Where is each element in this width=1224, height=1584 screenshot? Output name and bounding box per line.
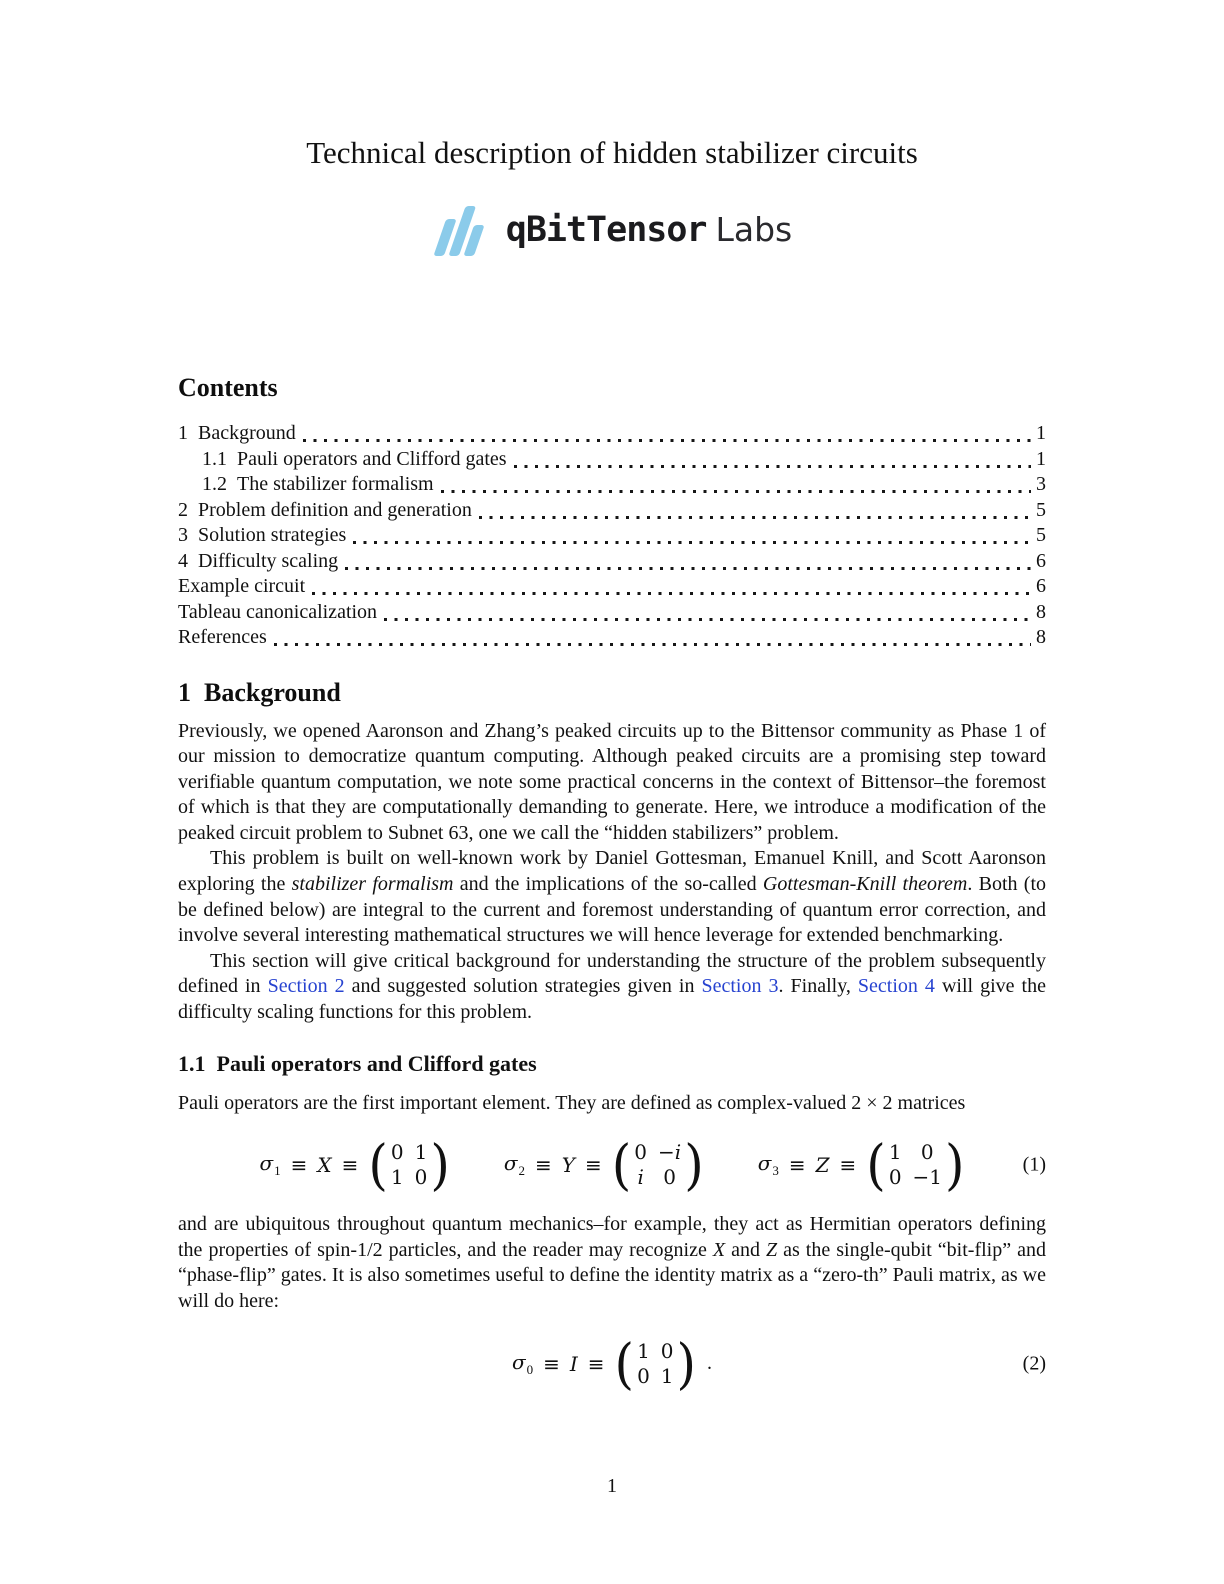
toc-entry-number: 2 xyxy=(178,498,188,521)
matrix xyxy=(866,1133,965,1197)
equiv-symbol: ≡ xyxy=(290,1153,308,1178)
toc-entry-page: 5 xyxy=(1036,524,1046,546)
toc-dotted-leader xyxy=(479,498,1031,524)
toc-entry-page: 6 xyxy=(1036,549,1046,572)
three-slanted-bars-icon xyxy=(432,202,494,258)
text-segment: as the single-qubit “bit-flip” and “phase-flip” gates. It is also sometimes useful to define the identity matrix as a “zero-th” Pauli matrix, as we will do here: xyxy=(178,1238,1046,1312)
paragraph xyxy=(178,1091,1046,1117)
page-number: 1 xyxy=(607,1475,617,1497)
logo-wordmark xyxy=(506,210,792,250)
sigma-symbol: $\sigma_2$ xyxy=(503,1151,526,1179)
toc-dotted-leader xyxy=(353,523,1031,549)
toc-entry[interactable] xyxy=(178,574,1046,600)
matrix xyxy=(368,1133,450,1197)
equation-number: (1) xyxy=(1022,1153,1046,1176)
section-link[interactable]: Section 2 xyxy=(267,975,345,998)
sigma-symbol: $\sigma_1$ xyxy=(259,1151,281,1179)
text-segment: X xyxy=(712,1238,726,1261)
toc-entry[interactable] xyxy=(178,549,1046,575)
toc-dotted-leader xyxy=(441,472,1031,498)
equation-term xyxy=(757,1133,965,1197)
paragraph xyxy=(178,846,1046,948)
section-title: Background xyxy=(204,677,341,707)
matrix-cell: 1 xyxy=(637,1338,650,1363)
left-paren: ( xyxy=(368,1133,388,1197)
text-segment: Gottesman-Knill theorem xyxy=(762,873,968,896)
toc-entry-page: 6 xyxy=(1036,575,1046,597)
operator-variable: X xyxy=(317,1153,332,1178)
text-segment: and xyxy=(725,1238,766,1261)
right-paren: ) xyxy=(684,1133,704,1197)
text-segment: Previously, we opened Aaronson and Zhang’s peaked circuits up to the Bittensor community as Phase 1 of our mission to democratize quantum computing. Although peaked circuits are a promising step toward verifiable quantum computation, we note some practical concerns in the context of Bittensor–the foremost of which is that they are computationally demanding to generate. Here, we introduce a modification of the peaked circuit problem to Subnet 63, one we call the “hidden stabilizers” problem. xyxy=(178,719,1046,844)
equation-trailing-punctuation: . xyxy=(707,1352,713,1375)
text-segment: . Both (to be defined below) are integral to the current and foremost understanding of quantum error correction, and involve several interesting mathematical structures we will hence leverage for extended benchmarking. xyxy=(178,873,1046,947)
toc-entry-number: 1.2 xyxy=(202,473,227,495)
matrix-cell: 0 xyxy=(390,1140,404,1165)
toc-entry-number: 1.1 xyxy=(202,447,227,470)
equation-term xyxy=(511,1332,713,1395)
equiv-symbol: ≡ xyxy=(535,1153,552,1178)
equation-term xyxy=(259,1133,450,1197)
matrix-cell: −1 xyxy=(912,1165,943,1190)
toc-entry[interactable] xyxy=(178,600,1046,626)
subsection-1-1-heading xyxy=(178,1050,1046,1078)
matrix-cell: 0 xyxy=(637,1363,650,1388)
toc-entry-page: 1 xyxy=(1036,422,1046,444)
right-paren: ) xyxy=(676,1332,697,1395)
toc-entry[interactable] xyxy=(178,472,1046,498)
equiv-symbol: ≡ xyxy=(585,1153,602,1178)
toc-entry[interactable] xyxy=(178,421,1046,447)
left-paren: ( xyxy=(614,1332,635,1395)
matrix-cell: 0 xyxy=(414,1165,428,1190)
matrix-cell: i xyxy=(637,1165,644,1190)
right-paren: ) xyxy=(430,1133,450,1197)
matrix-cell: 1 xyxy=(888,1140,902,1165)
toc-entry-page: 3 xyxy=(1036,473,1046,495)
matrix xyxy=(611,1133,704,1197)
toc-entry-label: Example circuit xyxy=(178,575,306,597)
text-segment: and are ubiquitous throughout quantum mechanics–for example, they act as Hermitian operators defining the properties of spin-1/2 particles, and the reader may recognize xyxy=(178,1213,1046,1261)
toc-dotted-leader xyxy=(274,625,1031,651)
contents-heading: Contents xyxy=(178,373,278,402)
matrix-cell: 0 xyxy=(888,1165,902,1190)
section-link[interactable]: Section 4 xyxy=(857,975,935,998)
text-segment: . Finally, xyxy=(778,975,858,998)
matrix-cell: −i xyxy=(658,1140,682,1165)
section-1-body xyxy=(178,719,1046,1026)
toc-entry[interactable] xyxy=(178,625,1046,651)
toc-entry[interactable] xyxy=(178,447,1046,473)
toc-entry-number: 4 xyxy=(178,549,188,572)
toc-entry-label: The stabilizer formalism xyxy=(237,473,434,495)
text-segment: This section will give critical background for understanding the structure of the problem subsequently defined in xyxy=(178,949,1046,998)
matrix-cell: 1 xyxy=(390,1165,404,1190)
toc-entry-label: Pauli operators and Clifford gates xyxy=(237,447,507,470)
text-segment: Pauli operators are the first important element. They are defined as complex-valued 2 × 2 matrices xyxy=(178,1091,966,1114)
text-segment: and suggested solution strategies given in xyxy=(344,975,702,998)
equation-2 xyxy=(178,1332,1046,1396)
subsection-number: 1.1 xyxy=(178,1050,206,1076)
paragraph xyxy=(178,719,1046,847)
text-segment: This problem is built on well-known work by Daniel Gottesman, Emanuel Knill, and Scott Aaronson exploring the xyxy=(178,847,1046,896)
section-number: 1 xyxy=(178,677,191,707)
logo-text-labs: Labs xyxy=(715,210,793,249)
left-paren: ( xyxy=(611,1133,632,1197)
table-of-contents xyxy=(178,421,1046,651)
toc-dotted-leader xyxy=(303,421,1031,447)
toc-entry-label: References xyxy=(178,626,267,648)
equiv-symbol: ≡ xyxy=(788,1153,806,1178)
sigma-symbol: $\sigma_3$ xyxy=(757,1151,779,1179)
operator-variable: Y xyxy=(561,1153,575,1178)
toc-entry-label: Difficulty scaling xyxy=(198,549,339,572)
paragraph xyxy=(178,949,1046,1026)
matrix-cell: 0 xyxy=(920,1140,934,1165)
toc-entry-page: 5 xyxy=(1036,498,1046,521)
paragraph xyxy=(178,1212,1046,1314)
toc-entry[interactable] xyxy=(178,523,1046,549)
toc-entry-page: 1 xyxy=(1036,447,1046,470)
operator-variable: I xyxy=(569,1351,578,1376)
equation-1 xyxy=(178,1133,1046,1197)
section-1-heading xyxy=(178,677,1046,709)
toc-entry-label: Background xyxy=(198,422,296,444)
toc-entry-label: Solution strategies xyxy=(198,524,347,546)
right-paren: ) xyxy=(945,1133,965,1197)
toc-entry-label: Problem definition and generation xyxy=(198,498,472,521)
matrix-cell: 1 xyxy=(660,1363,674,1388)
text-segment: and the implications of the so-called xyxy=(453,873,763,896)
operator-variable: Z xyxy=(815,1153,830,1178)
toc-dotted-leader xyxy=(514,447,1031,473)
toc-dotted-leader xyxy=(384,600,1031,626)
equation-number: (2) xyxy=(1022,1352,1046,1375)
subsection-title: Pauli operators and Clifford gates xyxy=(216,1050,537,1076)
text-segment: will give the difficulty scaling functions for this problem. xyxy=(178,975,1046,1024)
toc-entry-page: 8 xyxy=(1036,600,1046,623)
logo-text-qbittensor: qBitTensor xyxy=(505,210,707,250)
matrix-cell: 0 xyxy=(660,1338,674,1363)
text-segment: stabilizer formalism xyxy=(291,873,454,896)
matrix xyxy=(614,1332,697,1395)
toc-dotted-leader xyxy=(345,549,1031,575)
equiv-symbol: ≡ xyxy=(587,1351,605,1376)
sigma-symbol: $\sigma_0$ xyxy=(511,1349,534,1377)
matrix-cell: 0 xyxy=(634,1140,648,1165)
toc-entry-page: 8 xyxy=(1036,626,1046,648)
equation-term xyxy=(503,1133,704,1197)
section-link[interactable]: Section 3 xyxy=(701,975,779,998)
equiv-symbol: ≡ xyxy=(341,1153,359,1178)
toc-entry-label: Tableau canonicalization xyxy=(178,600,378,623)
equiv-symbol: ≡ xyxy=(839,1153,857,1178)
left-paren: ( xyxy=(866,1133,886,1197)
equiv-symbol: ≡ xyxy=(543,1351,560,1376)
toc-entry-number: 1 xyxy=(178,422,188,444)
toc-entry-number: 3 xyxy=(178,524,188,546)
text-segment: Z xyxy=(766,1238,778,1261)
page-title: Technical description of hidden stabilizer circuits xyxy=(306,135,918,170)
matrix-cell: 0 xyxy=(663,1165,676,1190)
toc-entry[interactable] xyxy=(178,498,1046,524)
brand-logo xyxy=(0,200,1224,260)
toc-dotted-leader xyxy=(312,574,1031,600)
matrix-cell: 1 xyxy=(414,1140,428,1165)
